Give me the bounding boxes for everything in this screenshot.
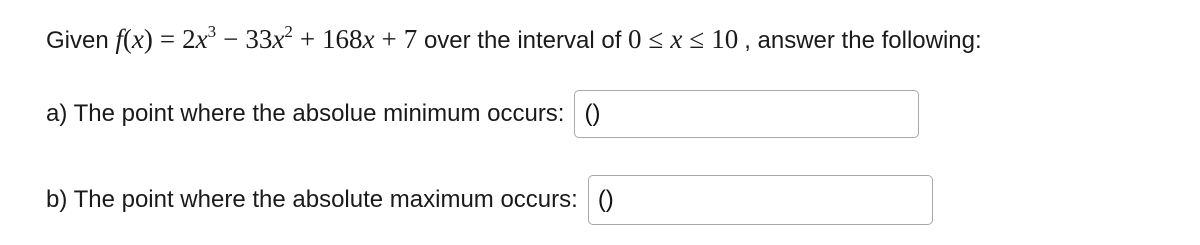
term2-exponent: 2 — [284, 22, 293, 41]
function-variable: x — [131, 24, 144, 54]
term3-variable: x — [362, 24, 375, 54]
part-b-label: b) The point where the absolute maximum occurs: — [46, 186, 578, 213]
interval-expression — [628, 24, 738, 54]
function-name: f — [115, 24, 123, 54]
operator-1: − — [223, 24, 239, 54]
term4-constant: 7 — [403, 24, 418, 54]
term2-variable: x — [272, 24, 285, 54]
interval-variable: x — [670, 24, 683, 54]
question-text — [46, 24, 982, 56]
function-expression: $f(x) = 2x^3 - 33x^2 + 168x + 7$ — [115, 22, 418, 54]
term1-coefficient: 2 — [182, 24, 196, 54]
term1-exponent: 3 — [207, 22, 217, 41]
operator-3: + — [381, 24, 397, 54]
question-prefix: Given — [46, 27, 109, 54]
part-a-answer-input[interactable]: () — [574, 90, 919, 138]
interval-low: 0 — [628, 24, 642, 54]
term2-coefficient: 33 — [245, 24, 273, 54]
interval-le-2: ≤ — [689, 24, 705, 54]
part-b-answer-input[interactable]: () — [588, 175, 933, 225]
question-middle: over the interval of — [423, 27, 622, 54]
part-a-label: a) The point where the absolue minimum occurs: — [46, 100, 565, 127]
interval-high: 10 — [711, 24, 739, 54]
term3-coefficient: 168 — [322, 24, 363, 54]
part-b-row — [46, 174, 933, 226]
part-a-row — [46, 89, 919, 139]
question-suffix: , answer the following: — [744, 27, 982, 54]
operator-2: + — [299, 24, 316, 54]
interval-le-1: ≤ — [648, 24, 664, 54]
term1-variable: x — [195, 24, 208, 54]
